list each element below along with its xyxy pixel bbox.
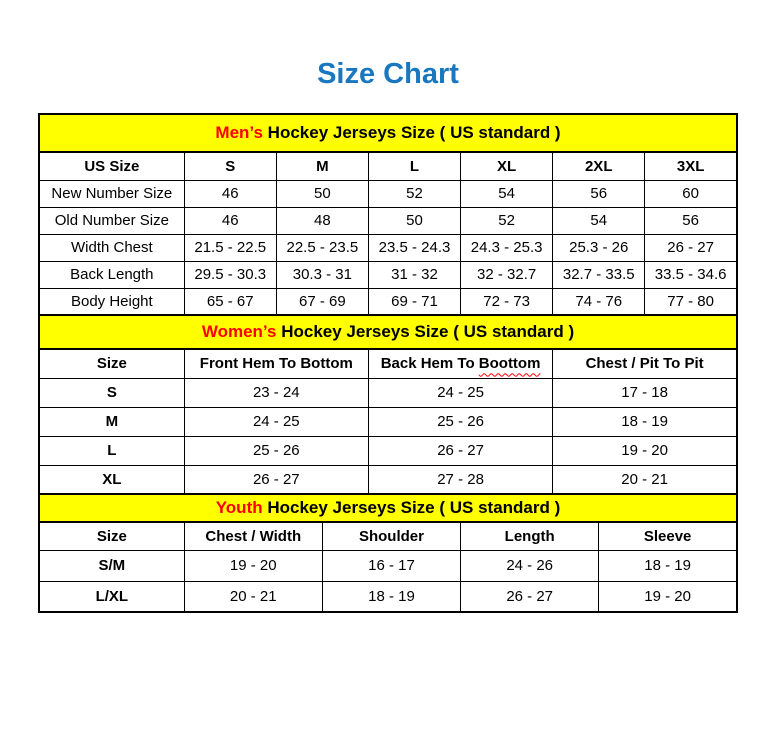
page-title: Size Chart [317,58,459,90]
misspelled-word: Boottom [478,355,541,373]
size-value-cell: 24 - 25 [184,407,368,436]
mens-table-row [39,234,737,261]
size-value-cell: 50 [368,207,460,234]
size-value-cell: 72 - 73 [461,288,553,315]
mens-table-body [39,180,737,315]
youth-column-header: Size [39,522,184,550]
size-value-cell: 32 - 32.7 [461,261,553,288]
size-value-cell: 33.5 - 34.6 [645,261,737,288]
size-value-cell: 26 - 27 [461,581,599,612]
mens-table-row [39,207,737,234]
womens-column-header: Chest / Pit To Pit [553,349,737,378]
womens-column-header: Back Hem To Boottom [368,349,552,378]
mens-column-header: M [276,152,368,180]
size-value-cell: 29.5 - 30.3 [184,261,276,288]
youth-section-accent: Youth [215,498,263,517]
size-value-cell: 24 - 26 [461,550,599,581]
mens-table-row [39,180,737,207]
size-value-cell: 17 - 18 [553,378,737,407]
size-value-cell: 19 - 20 [184,550,322,581]
youth-size-table [38,521,738,613]
size-value-cell: 19 - 20 [553,436,737,465]
youth-table-body [39,550,737,612]
womens-section-title-rest: Hockey Jerseys Size ( US standard ) [276,322,575,341]
size-value-cell: 25 - 26 [184,436,368,465]
size-value-cell: 20 - 21 [553,465,737,494]
size-value-cell: 32.7 - 33.5 [553,261,645,288]
womens-section-header [38,314,738,350]
youth-column-header: Chest / Width [184,522,322,550]
womens-size-table [38,348,738,495]
size-value-cell: 23 - 24 [184,378,368,407]
size-value-cell: 23.5 - 24.3 [368,234,460,261]
mens-column-header: 3XL [645,152,737,180]
mens-size-section [38,113,738,316]
womens-table-row [39,436,737,465]
womens-header-row [39,349,737,378]
size-value-cell: 19 - 20 [599,581,737,612]
mens-column-header: S [184,152,276,180]
mens-section-title-rest: Hockey Jerseys Size ( US standard ) [262,123,561,142]
size-value-cell: 25 - 26 [368,407,552,436]
size-value-cell: 18 - 19 [553,407,737,436]
youth-section-header [38,493,738,523]
size-value-cell: 74 - 76 [553,288,645,315]
size-chart-tables [38,113,738,613]
size-value-cell: 46 [184,207,276,234]
mens-section-accent: Men’s [215,123,263,142]
mens-table-row [39,288,737,315]
mens-section-header-text [215,123,560,143]
size-value-cell: 26 - 27 [184,465,368,494]
womens-table-body [39,378,737,494]
size-value-cell: 60 [645,180,737,207]
size-value-cell: 65 - 67 [184,288,276,315]
mens-column-header: US Size [39,152,184,180]
size-value-cell: 24 - 25 [368,378,552,407]
size-value-cell: 30.3 - 31 [276,261,368,288]
youth-table-row [39,550,737,581]
size-value-cell: 27 - 28 [368,465,552,494]
size-value-cell: 24.3 - 25.3 [461,234,553,261]
size-value-cell: 46 [184,180,276,207]
womens-section-accent: Women’s [201,322,277,341]
row-label: Width Chest [39,234,184,261]
youth-section-header-text [216,498,561,518]
row-label: L [39,436,184,465]
mens-section-header [38,113,738,153]
size-value-cell: 31 - 32 [368,261,460,288]
mens-header-row [39,152,737,180]
mens-size-table [38,151,738,316]
row-label: Body Height [39,288,184,315]
size-value-cell: 18 - 19 [322,581,460,612]
mens-column-header: L [368,152,460,180]
size-value-cell: 54 [553,207,645,234]
size-value-cell: 48 [276,207,368,234]
size-value-cell: 77 - 80 [645,288,737,315]
mens-table-row [39,261,737,288]
womens-table-row [39,378,737,407]
size-value-cell: 25.3 - 26 [553,234,645,261]
size-value-cell: 26 - 27 [645,234,737,261]
row-label: S/M [39,550,184,581]
size-value-cell: 54 [461,180,553,207]
size-value-cell: 50 [276,180,368,207]
size-value-cell: 52 [461,207,553,234]
youth-column-header: Shoulder [322,522,460,550]
row-label: M [39,407,184,436]
youth-size-section [38,493,738,613]
womens-table-row [39,465,737,494]
mens-column-header: XL [461,152,553,180]
size-value-cell: 56 [553,180,645,207]
size-value-cell: 67 - 69 [276,288,368,315]
row-label: Back Length [39,261,184,288]
size-value-cell: 18 - 19 [599,550,737,581]
mens-column-header: 2XL [553,152,645,180]
size-value-cell: 22.5 - 23.5 [276,234,368,261]
youth-table-row [39,581,737,612]
size-value-cell: 16 - 17 [322,550,460,581]
row-label: S [39,378,184,407]
womens-size-section [38,314,738,495]
size-value-cell: 21.5 - 22.5 [184,234,276,261]
size-value-cell: 69 - 71 [368,288,460,315]
row-label: New Number Size [39,180,184,207]
row-label: L/XL [39,581,184,612]
size-value-cell: 20 - 21 [184,581,322,612]
size-chart-page [0,58,776,613]
youth-column-header: Sleeve [599,522,737,550]
womens-section-header-text [202,322,574,342]
womens-table-row [39,407,737,436]
womens-column-header: Size [39,349,184,378]
youth-column-header: Length [461,522,599,550]
row-label: XL [39,465,184,494]
youth-header-row [39,522,737,550]
youth-section-title-rest: Hockey Jerseys Size ( US standard ) [262,498,561,517]
size-value-cell: 26 - 27 [368,436,552,465]
size-value-cell: 52 [368,180,460,207]
size-value-cell: 56 [645,207,737,234]
row-label: Old Number Size [39,207,184,234]
womens-column-header: Front Hem To Bottom [184,349,368,378]
